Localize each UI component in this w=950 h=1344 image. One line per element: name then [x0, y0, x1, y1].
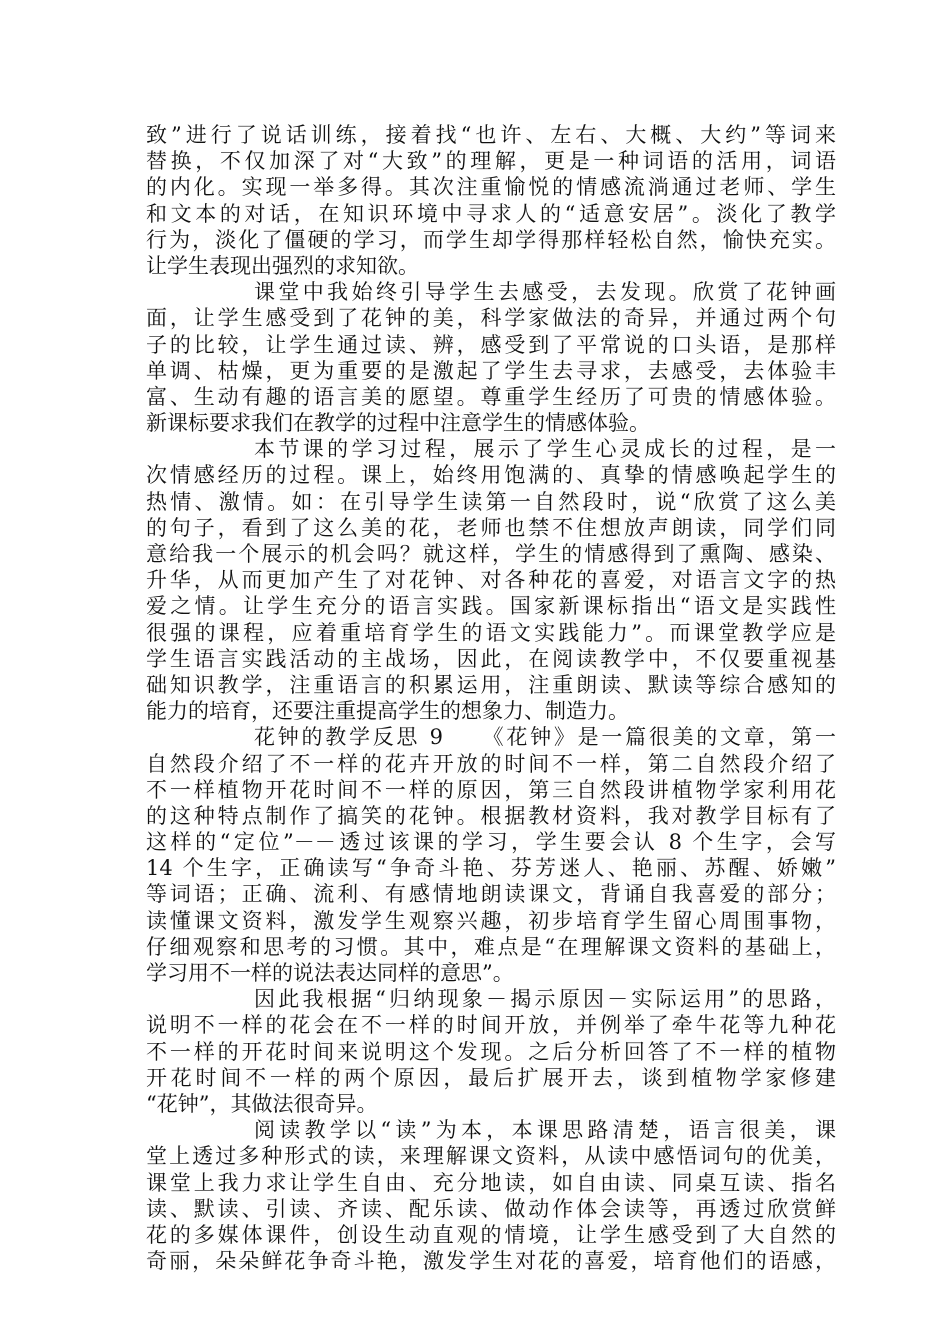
text-line: 次情感经历的过程。课上，始终用饱满的、真挚的情感唤起学生的: [146, 463, 836, 488]
text-line: 学生语言实践活动的主战场，因此，在阅读教学中，不仅要重视基: [146, 646, 836, 671]
text-line: 学习用不一样的说法表达同样的意思”。: [146, 961, 514, 985]
text-line: 的句子，看到了这么美的花，老师也禁不住想放声朗读，同学们同: [146, 515, 836, 540]
text-line: “花钟”，其做法很奇异。: [146, 1091, 378, 1116]
text-line: 升华，从而更加产生了对花钟、对各种花的喜爱，对语言文字的热: [146, 568, 836, 593]
text-line: 不一样的开花时间来说明这个发现。之后分析回答了不一样的植物: [146, 1039, 836, 1064]
text-line: 爱之情。让学生充分的语言实践。国家新课标指出“语文是实践性: [146, 594, 836, 619]
text-line: 的这种特点制作了搞笑的花钟。根据教材资料，我对教学目标有了: [146, 803, 836, 828]
text-line: 花的多媒体课件，创设生动直观的情境，让学生感受到了大自然的: [146, 1222, 836, 1247]
text-line: 很强的课程，应着重培育学生的语文实践能力”。而课堂教学应是: [146, 620, 836, 645]
text-line: 仔细观察和思考的习惯。其中，难点是“在理解课文资料的基础上，: [146, 934, 836, 959]
document-body: [146, 122, 836, 1274]
text-line: 和文本的对话，在知识环境中寻求人的“适意安居”。淡化了教学: [146, 201, 836, 226]
text-line: 单调、枯燥，更为重要的是激起了学生去寻求，去感受，去体验丰: [146, 358, 836, 383]
text-line: 富、生动有趣的语言美的愿望。尊重学生经历了可贵的情感体验。: [146, 384, 836, 409]
paragraph-1: [146, 122, 836, 279]
text-line: 新课标要求我们在教学的过程中注意学生的情感体验。: [146, 411, 650, 436]
text-line: 奇丽，朵朵鲜花争奇斗艳，激发学生对花的喜爱，培育他们的语感，: [146, 1249, 836, 1274]
text-line: 这样的“定位”－－透过该课的学习，学生要会认 8 个生字，会写: [146, 830, 836, 855]
paragraph-2: [146, 279, 836, 436]
text-line: 堂上透过多种形式的读，来理解课文资料，从读中感悟词句的优美，: [146, 1144, 836, 1169]
paragraph-4: [146, 724, 836, 986]
text-line: 14 个生字，正确读写“争奇斗艳、芬芳迷人、艳丽、苏醒、娇嫩”: [146, 856, 836, 881]
text-line: 课堂上我力求让学生自由、充分地读，如自由读、同桌互读、指名: [146, 1170, 836, 1195]
text-line: 花钟的教学反思 9 《花钟》是一篇很美的文章，第一: [254, 725, 836, 750]
text-line: 致”进行了说话训练，接着找“也许、左右、大概、大约”等词来: [146, 123, 836, 147]
text-line: 说明不一样的花会在不一样的时间开放，并例举了牵牛花等九种花: [146, 1013, 836, 1038]
text-line: 读懂课文资料，激发学生观察兴趣，初步培育学生留心周围事物，: [146, 908, 836, 933]
text-line: 开花时间不一样的两个原因，最后扩展开去，谈到植物学家修建: [146, 1065, 836, 1090]
text-line: 热情、激情。如：在引导学生读第一自然段时，说“欣赏了这么美: [146, 489, 836, 514]
text-line: 因此我根据“归纳现象－揭示原因－实际运用”的思路，: [254, 987, 836, 1012]
text-line: 能力的培育，还要注重提高学生的想象力、制造力。: [146, 699, 629, 724]
text-line: 不一样植物开花时间不一样的原因，第三自然段讲植物学家利用花: [146, 777, 836, 802]
text-line: 自然段介绍了不一样的花卉开放的时间不一样，第二自然段介绍了: [146, 751, 836, 776]
paragraph-5: [146, 986, 836, 1117]
text-line: 阅读教学以“读”为本，本课思路清楚，语言很美，课: [254, 1118, 836, 1143]
text-line: 本节课的学习过程，展示了学生心灵成长的过程，是一: [254, 437, 836, 462]
text-line: 读、默读、引读、齐读、配乐读、做动作体会读等，再透过欣赏鲜: [146, 1196, 836, 1221]
text-line: 意给我一个展示的机会吗？就这样，学生的情感得到了熏陶、感染、: [146, 542, 836, 566]
text-line: 础知识教学，注重语言的积累运用，注重朗读、默读等综合感知的: [146, 672, 836, 697]
text-line: 行为，淡化了僵硬的学习，而学生却学得那样轻松自然，愉快充实。: [146, 227, 836, 252]
text-line: 让学生表现出强烈的求知欲。: [146, 253, 419, 278]
paragraph-6: [146, 1117, 836, 1274]
paragraph-3: [146, 436, 836, 724]
text-line: 等词语；正确、流利、有感情地朗读课文，背诵自我喜爱的部分；: [146, 882, 836, 907]
text-line: 替换，不仅加深了对“大致”的理解，更是一种词语的活用，词语: [146, 149, 836, 174]
text-line: 的内化。实现一举多得。其次注重愉悦的情感流淌通过老师、学生: [146, 175, 836, 200]
text-line: 课堂中我始终引导学生去感受，去发现。欣赏了花钟画: [254, 280, 836, 305]
text-line: 面，让学生感受到了花钟的美，科学家做法的奇异，并通过两个句: [146, 306, 836, 331]
text-line: 子的比较，让学生通过读、辨，感受到了平常说的口头语，是那样: [146, 332, 836, 357]
